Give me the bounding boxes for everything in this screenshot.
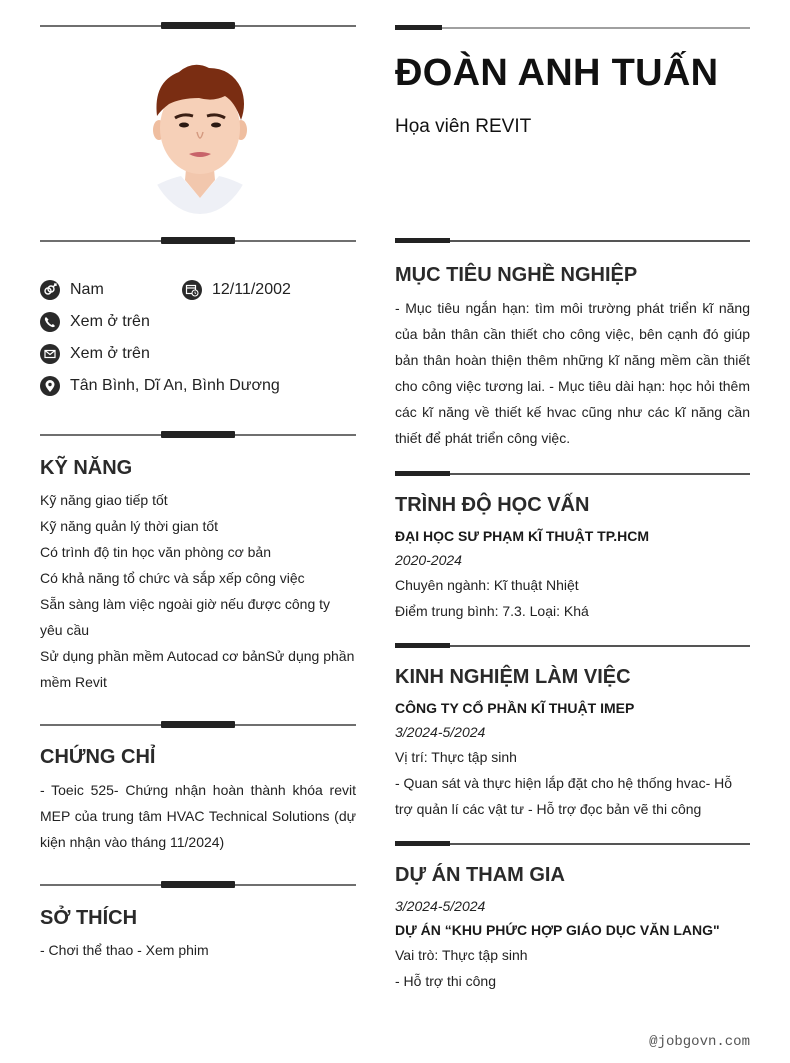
objective-title: MỤC TIÊU NGHỀ NGHIỆP — [395, 264, 638, 286]
full-name: ĐOÀN ANH TUẤN — [395, 52, 719, 94]
contact-email — [40, 343, 150, 365]
experience-title: KINH NGHIỆM LÀM VIỆC — [395, 666, 631, 688]
watermark: @jobgovn.com — [649, 1034, 750, 1050]
phone-icon — [40, 312, 60, 332]
divider — [40, 431, 356, 439]
skill-item: Kỹ năng quản lý thời gian tốt — [40, 518, 219, 534]
divider — [395, 25, 750, 31]
contact-birthday — [182, 279, 291, 301]
gender-icon — [40, 280, 60, 300]
objective-text: - Mục tiêu ngắn hạn: tìm môi trường phát triển kĩ năng của bản thân cần thiết cho công việc, bên cạnh đó giúp bản thân hoàn thiện thêm những kĩ năng mềm cần thiết cho công việc tương lai. - Mục tiêu dài hạn: học hỏi thêm các kĩ năng về thiết kế hvac cũng như các kĩ năng cần thiết để phát triển công việc. — [395, 300, 750, 446]
project-entry — [395, 894, 750, 994]
gender-value: Nam — [70, 281, 104, 298]
experience-entry — [395, 696, 750, 822]
divider — [395, 841, 750, 847]
education-period: 2020-2024 — [395, 552, 462, 568]
divider — [395, 643, 750, 649]
project-name: DỰ ÁN “KHU PHỨC HỢP GIÁO DỤC VĂN LANG" — [395, 922, 720, 938]
education-major: Chuyên ngành: Kĩ thuật Nhiệt — [395, 577, 579, 593]
projects-title: DỰ ÁN THAM GIA — [395, 864, 565, 886]
certificates-title: CHỨNG CHỈ — [40, 746, 156, 768]
skill-item: Có trình độ tin học văn phòng cơ bản — [40, 544, 271, 560]
calendar-icon — [182, 280, 202, 300]
education-title: TRÌNH ĐỘ HỌC VẤN — [395, 494, 590, 516]
project-period: 3/2024-5/2024 — [395, 898, 486, 914]
experience-description: - Quan sát và thực hiện lắp đặt cho hệ thống hvac- Hỗ trợ quản lí các vật tư - Hỗ trợ đọc bản vẽ thi công — [395, 775, 733, 817]
school-name: ĐẠI HỌC SƯ PHẠM KĨ THUẬT TP.HCM — [395, 528, 650, 544]
divider — [40, 721, 356, 729]
project-role: Vai trò: Thực tập sinh — [395, 947, 528, 963]
education-entry — [395, 524, 750, 624]
divider — [40, 881, 356, 889]
divider — [395, 471, 750, 477]
contact-address — [40, 375, 280, 397]
skill-item: Có khả năng tổ chức và sắp xếp công việc — [40, 570, 305, 586]
certificates-text: - Toeic 525- Chứng nhận hoàn thành khóa revit MEP của trung tâm HVAC Technical Solutions (dự kiện nhận vào tháng 11/2024) — [40, 782, 356, 850]
skills-title: KỸ NĂNG — [40, 457, 133, 479]
hobbies-title: SỞ THÍCH — [40, 907, 138, 929]
company-name: CÔNG TY CỔ PHẦN KĨ THUẬT IMEP — [395, 700, 635, 716]
address-value: Tân Bình, Dĩ An, Bình Dương — [70, 377, 280, 394]
project-description: - Hỗ trợ thi công — [395, 973, 496, 989]
skills-list — [40, 487, 356, 695]
email-icon — [40, 344, 60, 364]
skill-item: Kỹ năng giao tiếp tốt — [40, 492, 168, 508]
birthday-value: 12/11/2002 — [212, 281, 291, 298]
job-title: Họa viên REVIT — [395, 116, 532, 137]
hobbies-text: - Chơi thể thao - Xem phim — [40, 942, 209, 958]
divider — [40, 237, 356, 245]
contact-gender — [40, 279, 104, 301]
skill-item: Sẵn sàng làm việc ngoài giờ nếu được công ty yêu cầu — [40, 596, 331, 638]
email-value: Xem ở trên — [70, 345, 150, 362]
divider — [395, 238, 750, 244]
avatar — [143, 58, 257, 214]
divider — [40, 22, 356, 30]
education-gpa: Điểm trung bình: 7.3. Loại: Khá — [395, 603, 589, 619]
skill-item: Sử dụng phần mềm Autocad cơ bảnSử dụng phần mềm Revit — [40, 648, 355, 690]
experience-position: Vị trí: Thực tập sinh — [395, 749, 517, 765]
location-pin-icon — [40, 376, 60, 396]
portrait-photo — [143, 58, 257, 214]
experience-period: 3/2024-5/2024 — [395, 724, 486, 740]
contact-phone — [40, 311, 150, 333]
phone-value: Xem ở trên — [70, 313, 150, 330]
